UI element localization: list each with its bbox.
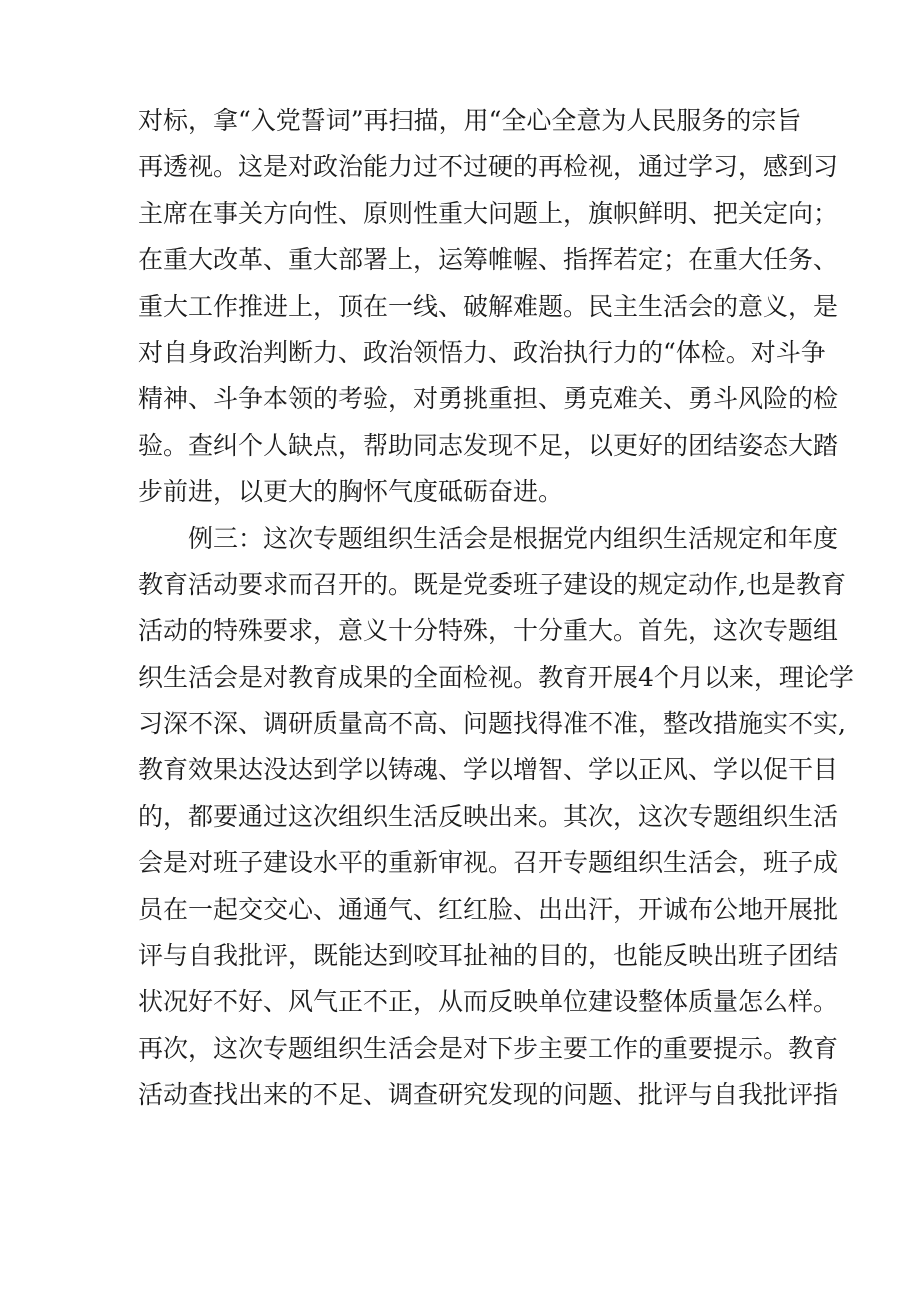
- paragraph-start-line: 例三：这次专题组织生活会是根据党内组织生活规定和年度: [188, 523, 839, 553]
- text-line: 在重大改革、重大部署上，运筹帷幄、指挥若定；在重大任务、: [138, 245, 839, 275]
- text-line: 对标，拿“入党誓词”再扫描，用“全心全意为人民服务的宗旨: [138, 106, 802, 135]
- text-line: 习深不深、调研质量高不高、问题找得准不准，整改措施实不实,: [138, 709, 846, 739]
- text-line: 状况好不好、风气正不正，从而反映单位建设整体质量怎么样。: [138, 987, 839, 1017]
- text-line: 主席在事关方向性、原则性重大问题上，旗帜鲜明、把关定向；: [138, 198, 839, 228]
- text-line: 织生活会是对教育成果的全面检视。教育开展4个月以来，理论学: [138, 662, 854, 692]
- text-line: 精神、斗争本领的考验，对勇挑重担、勇克难关、勇斗风险的检: [138, 384, 839, 414]
- text-line: 会是对班子建设水平的重新审视。召开专题组织生活会，班子成: [138, 848, 839, 878]
- text-line: 再透视。这是对政治能力过不过硬的再检视，通过学习，感到习: [138, 152, 839, 182]
- text-line: 的，都要通过这次组织生活反映出来。其次，这次专题组织生活: [138, 801, 839, 831]
- text-line: 验。查纠个人缺点，帮助同志发现不足，以更好的团结姿态大踏: [138, 430, 839, 460]
- text-line: 步前进，以更大的胸怀气度砥砺奋进。: [138, 477, 564, 507]
- text-line: 活动查找出来的不足、调查研究发现的问题、批评与自我批评指: [138, 1080, 839, 1110]
- text-line: 教育效果达没达到学以铸魂、学以增智、学以正风、学以促干目: [138, 755, 839, 785]
- text-line: 重大工作推进上，顶在一线、破解难题。民主生活会的意义，是: [138, 291, 839, 321]
- text-line: 再次，这次专题组织生活会是对下步主要工作的重要提示。教育: [138, 1033, 839, 1063]
- text-line: 员在一起交交心、通通气、红红脸、出出汗，开诚布公地开展批: [138, 894, 839, 924]
- body-text: [138, 98, 854, 1119]
- text-line: 教育活动要求而召开的。既是党委班子建设的规定动作,也是教育: [138, 569, 846, 599]
- text-line: 活动的特殊要求，意义十分特殊，十分重大。首先，这次专题组: [138, 616, 839, 646]
- text-line: 评与自我批评，既能达到咬耳扯袖的目的，也能反映出班子团结: [138, 941, 839, 971]
- text-line: 对自身政治判断力、政治领悟力、政治执行力的“体检。对斗争: [138, 337, 826, 367]
